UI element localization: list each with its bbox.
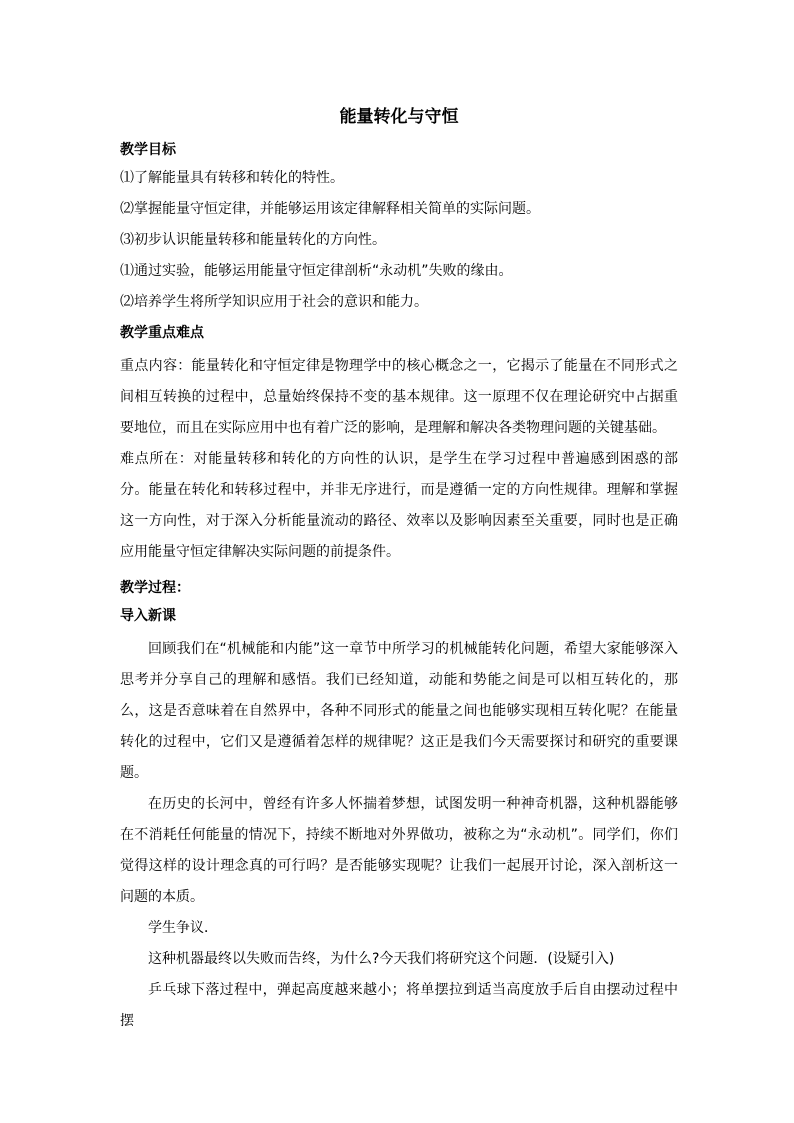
document-page — [120, 104, 678, 1037]
goal-item: ⑵掌握能量守恒定律，并能够运用该定律解释相关简单的实际问题。 — [120, 201, 540, 217]
goals-list — [120, 168, 678, 312]
goal-item: ⑴了解能量具有转移和转化的特性。 — [120, 170, 344, 186]
section-heading-goals: 教学目标 — [120, 142, 176, 158]
goal-item: ⑵培养学生将所学知识应用于社会的意识和能力。 — [120, 294, 428, 310]
body-paragraph: 学生争议． — [148, 920, 218, 936]
difficulty-paragraph: 难点所在：对能量转移和转化的方向性的认识，是学生在学习过程中普遍感到困惑的部分。能量在转化和转移过程中，并非无序进行，而是遵循一定的方向性规律。理解和掌握这一方向性，对于深入分析能量流动的路径、效率以及影响因素至关重要，同时也是正确应用能量守恒定律解决实际问题的前提条件。 — [120, 451, 678, 560]
body-paragraph: 回顾我们在“机械能和内能”这一章节中所学习的机械能转化问题，希望大家能够深入思考并分享自己的理解和感悟。我们已经知道，动能和势能之间是可以相互转化的，那么，这是否意味着在自然界中，各种不同形式的能量之间也能够实现相互转化呢？在能量转化的过程中，它们又是遵循着怎样的规律呢？这正是我们今天需要探讨和研究的重要课题。 — [120, 641, 678, 781]
goal-item: ⑶初步认识能量转移和能量转化的方向性。 — [120, 232, 386, 248]
body-paragraph: 乒乓球下落过程中，弹起高度越来越小；将单摆拉到适当高度放手后自由摆动过程中摆 — [120, 982, 678, 1029]
document-title: 能量转化与守恒 — [339, 107, 459, 127]
goal-item: ⑴通过实验，能够运用能量守恒定律剖析“永动机”失败的缘由。 — [120, 263, 513, 279]
focus-paragraph: 重点内容：能量转化和守恒定律是物理学中的核心概念之一，它揭示了能量在不同形式之间相互转换的过程中，总量始终保持不变的基本规律。这一原理不仅在理论研究中占据重要地位，而且在实际应用中也有着广泛的影响，是理解和解决各类物理问题的关键基础。 — [120, 358, 678, 436]
section-heading-intro: 导入新课 — [120, 608, 176, 624]
section-heading-key-points: 教学重点难点 — [120, 325, 204, 341]
section-heading-process: 教学过程： — [120, 580, 190, 596]
body-paragraph: 在历史的长河中，曾经有许多人怀揣着梦想，试图发明一种神奇机器，这种机器能够在不消耗任何能量的情况下，持续不断地对外界做功，被称之为“永动机”。同学们，你们觉得这样的设计理念真的可行吗？是否能够实现呢？让我们一起展开讨论，深入剖析这一问题的本质。 — [120, 796, 678, 905]
body-paragraph: 这种机器最终以失败而告终，为什么?今天我们将研究这个问题．(设疑引入) — [148, 951, 615, 967]
